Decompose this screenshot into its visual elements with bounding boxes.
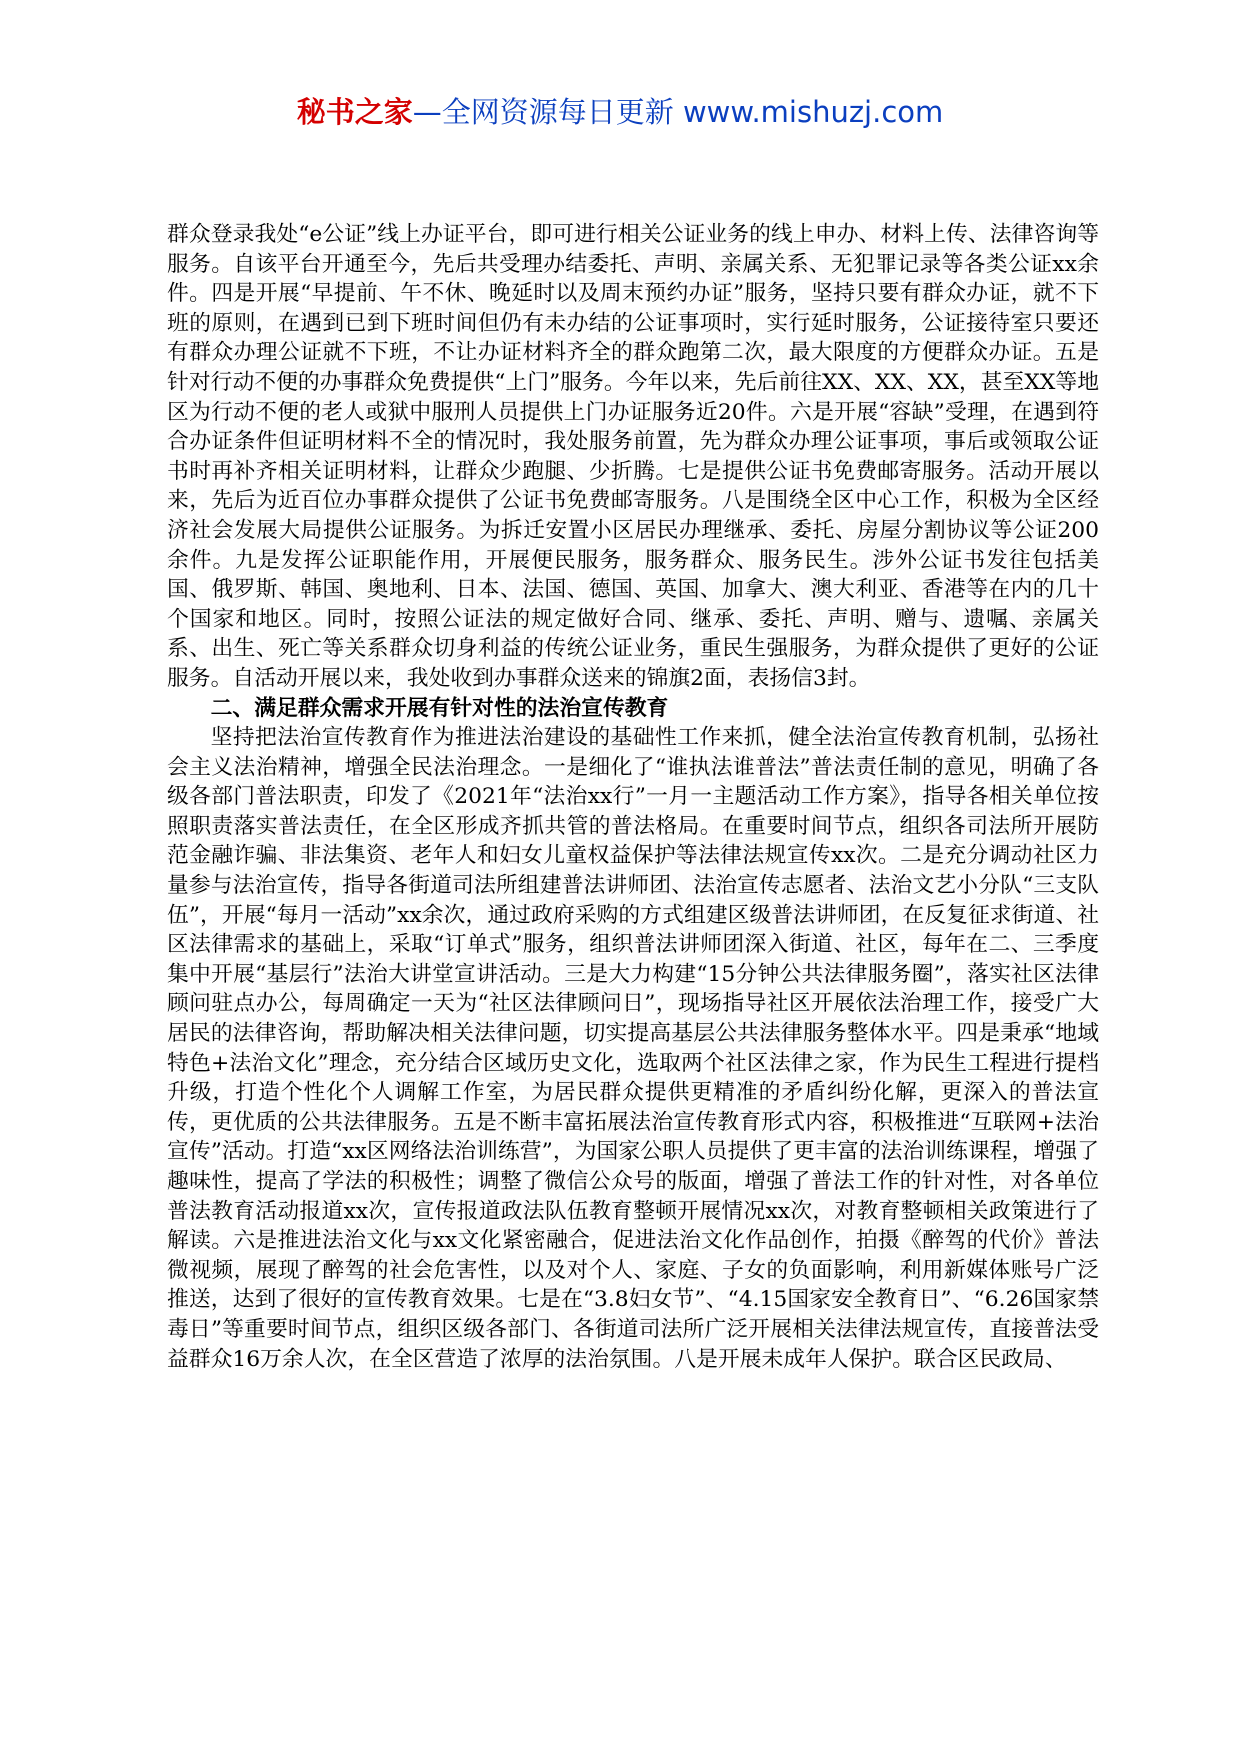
header-tagline: 全网资源每日更新 — [441, 95, 674, 129]
header-url: www.mishuzj.com — [682, 95, 944, 129]
paragraph-2: 坚持把法治宣传教育作为推进法治建设的基础性工作来抓，健全法治宣传教育机制，弘扬社会主义法治精神，增强全民法治理念。一是细化了“谁执法谁普法”普法责任制的意见，明确了各级各部门普法职责，印发了《2021年“法治xx行”一月一主题活动工作方案》，指导各相关单位按照职责落实普法责任，在全区形成齐抓共管的普法格局。在重要时间节点，组织各司法所开展防范金融诈骗、非法集资、老年人和妇女儿童权益保护等法律法规宣传xx次。二是充分调动社区力量参与法治宣传，指导各街道司法所组建普法讲师团、法治宣传志愿者、法治文艺小分队“三支队伍”，开展“每月一活动”xx余次，通过政府采购的方式组建区级普法讲师团，在反复征求街道、社区法律需求的基础上，采取“订单式”服务，组织普法讲师团深入街道、社区，每年在二、三季度集中开展“基层行”法治大讲堂宣讲活动。三是大力构建“15分钟公共法律服务圈”，落实社区法律顾问驻点办公，每周确定一天为“社区法律顾问日”，现场指导社区开展依法治理工作，接受广大居民的法律咨询，帮助解决相关法律问题，切实提高基层公共法律服务整体水平。四是秉承“地域特色+法治文化”理念，充分结合区域历史文化，选取两个社区法律之家，作为民生工程进行提档升级，打造个性化个人调解工作室，为居民群众提供更精准的矛盾纠纷化解，更深入的普法宣传，更优质的公共法律服务。五是不断丰富拓展法治宣传教育形式内容，积极推进“互联网+法治宣传”活动。打造“xx区网络法治训练营”，为国家公职人员提供了更丰富的法治训练课程，增强了趣味性，提高了学法的积极性；调整了微信公众号的版面，增强了普法工作的针对性，对各单位普法教育活动报道xx次，宣传报道政法队伍教育整顿开展情况xx次，对教育整顿相关政策进行了解读。六是推进法治文化与xx文化紧密融合，促进法治文化作品创作，拍摄《醉驾的代价》普法微视频，展现了醉驾的社会危害性，以及对个人、家庭、子女的负面影响，利用新媒体账号广泛推送，达到了很好的宣传教育效果。七是在“3.8妇女节”、“4.15国家安全教育日”、“6.26国家禁毒日”等重要时间节点，组织区级各部门、各街道司法所广泛开展相关法律法规宣传，直接普法受益群众16万余人次，在全区营造了浓厚的法治氛围。八是开展未成年人保护。联合区民政局、 — [167, 725, 1099, 1372]
document-body — [167, 220, 1099, 1374]
brand-name: 秘书之家 — [296, 95, 413, 129]
paragraph-1: 群众登录我处“e公证”线上办证平台，即可进行相关公证业务的线上申办、材料上传、法律咨询等服务。自该平台开通至今，先后共受理办结委托、声明、亲属关系、无犯罪记录等各类公证xx余件。四是开展“早提前、午不休、晚延时以及周末预约办证”服务，坚持只要有群众办证，就不下班的原则，在遇到已到下班时间但仍有未办结的公证事项时，实行延时服务，公证接待室只要还有群众办理公证就不下班，不让办证材料齐全的群众跑第二次，最大限度的方便群众办证。五是针对行动不便的办事群众免费提供“上门”服务。今年以来，先后前往XX、XX、XX，甚至XX等地区为行动不便的老人或狱中服刑人员提供上门办证服务近20件。六是开展“容缺”受理，在遇到符合办证条件但证明材料不全的情况时，我处服务前置，先为群众办理公证事项，事后或领取公证书时再补齐相关证明材料，让群众少跑腿、少折腾。七是提供公证书免费邮寄服务。活动开展以来，先后为近百位办事群众提供了公证书免费邮寄服务。八是围绕全区中心工作，积极为全区经济社会发展大局提供公证服务。为拆迁安置小区居民办理继承、委托、房屋分割协议等公证200余件。九是发挥公证职能作用，开展便民服务，服务群众、服务民生。涉外公证书发往包括美国、俄罗斯、韩国、奥地利、日本、法国、德国、英国、加拿大、澳大利亚、香港等在内的几十个国家和地区。同时，按照公证法的规定做好合同、继承、委托、声明、赠与、遗嘱、亲属关系、出生、死亡等关系群众切身利益的传统公证业务，重民生强服务，为群众提供了更好的公证服务。自活动开展以来，我处收到办事群众送来的锦旗2面，表扬信3封。 — [167, 222, 1099, 691]
page-header — [0, 88, 1240, 136]
header-dash: — — [412, 95, 442, 129]
section-heading-2: 二、满足群众需求开展有针对性的法治宣传教育 — [210, 695, 669, 721]
